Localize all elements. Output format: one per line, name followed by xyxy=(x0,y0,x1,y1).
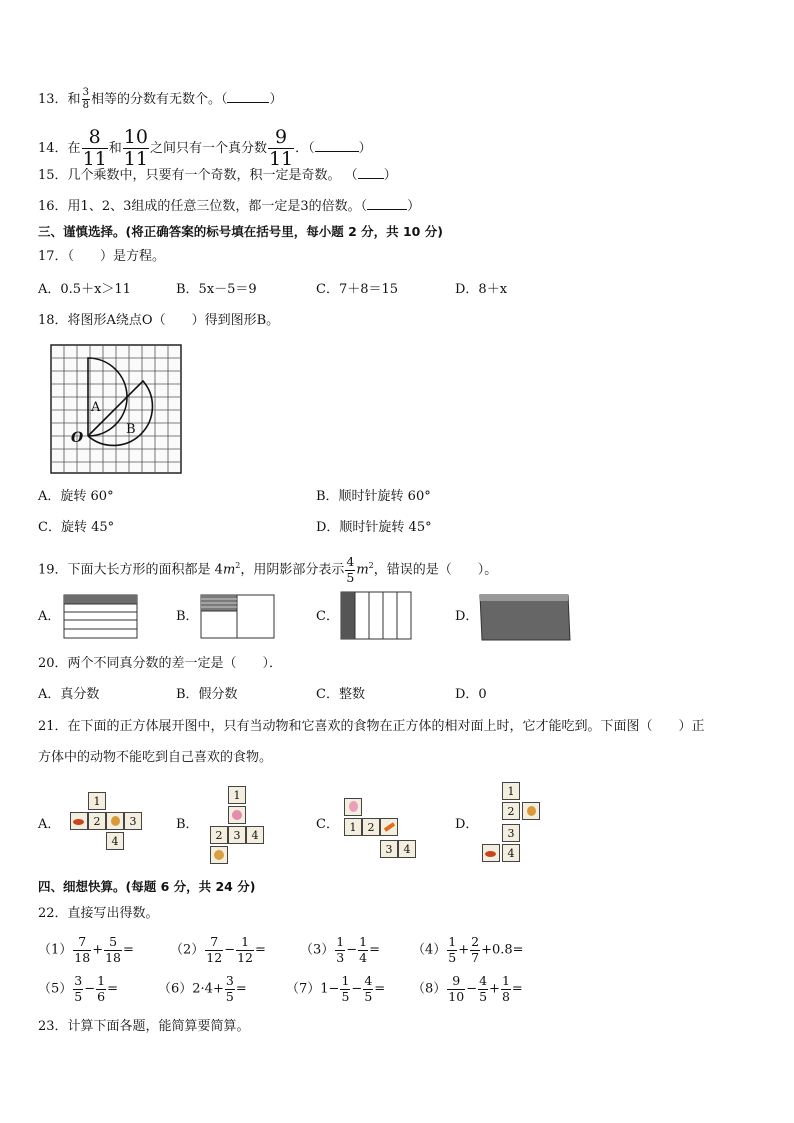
q19-text-post: ，错误的是（ ）。 xyxy=(373,562,498,578)
q21-option-c-label[interactable]: C． xyxy=(316,817,339,832)
q13-fraction-numerator: 3 xyxy=(82,87,89,98)
p2-frac-a xyxy=(205,936,223,964)
p8-op2: + xyxy=(489,981,500,997)
p3-eq: = xyxy=(369,942,380,958)
p4-b-num: 2 xyxy=(471,934,480,949)
q21-net-d[interactable] xyxy=(478,782,550,866)
p3-op: − xyxy=(346,942,358,958)
q19-unit: m xyxy=(222,562,236,578)
q20-option-a[interactable]: A．真分数 xyxy=(38,687,100,702)
q21-option-b-label[interactable]: B． xyxy=(176,817,199,832)
p4-eq: = xyxy=(512,942,524,958)
q19-figure-b[interactable] xyxy=(200,594,276,640)
q22-problem-3 xyxy=(300,936,380,965)
net-c-cell-1: 1 xyxy=(344,818,362,836)
q13-number: 13． xyxy=(38,92,68,107)
p1-a-den: 18 xyxy=(74,949,91,965)
q21-net-c[interactable] xyxy=(340,796,430,860)
net-b-cell-2: 2 xyxy=(210,826,228,844)
q14-text-pre: 在 xyxy=(67,141,81,156)
carrot-icon xyxy=(380,818,398,836)
p4-tail: +0.8 xyxy=(481,942,513,958)
q22-problem-6 xyxy=(158,975,247,1004)
q14-f1-num: 8 xyxy=(82,128,108,149)
q22-problem-7 xyxy=(286,975,385,1004)
q22-problem-4 xyxy=(412,936,524,965)
q19-unit-square: 2 xyxy=(235,561,241,571)
q22-problem-5 xyxy=(38,975,118,1004)
q14-fraction-1 xyxy=(82,128,108,169)
q14-f1-den: 11 xyxy=(82,148,107,170)
q18-option-a[interactable]: A．旋转 60° xyxy=(38,489,114,504)
p7-op: − xyxy=(351,981,363,997)
q15-answer-blank[interactable] xyxy=(358,166,384,179)
q18-grid-svg xyxy=(48,342,184,476)
q14-f2-num: 10 xyxy=(123,126,148,148)
net-d-cell-3: 3 xyxy=(502,824,520,842)
q20-option-b[interactable]: B．假分数 xyxy=(176,687,238,702)
net-c-cell-3: 3 xyxy=(380,840,398,858)
p4-a-den: 5 xyxy=(448,949,457,965)
q21-option-a-label[interactable]: A． xyxy=(38,817,61,832)
p3-b-den: 4 xyxy=(359,949,368,965)
p1-b-den: 18 xyxy=(105,949,121,965)
p1-op: + xyxy=(92,942,104,958)
q19-figure-a[interactable] xyxy=(63,594,139,640)
p7-a-den: 5 xyxy=(341,988,350,1004)
p5-a-den: 5 xyxy=(74,988,83,1004)
p3-a-den: 3 xyxy=(336,949,345,965)
q14-f2-den: 11 xyxy=(123,148,148,170)
p6-frac-a xyxy=(225,975,235,1003)
p8-index: （8） xyxy=(412,981,447,997)
p7-index: （7） xyxy=(286,981,321,997)
q14-number: 14． xyxy=(38,141,68,156)
p6-a-den: 5 xyxy=(225,988,234,1004)
net-d-cell-1: 1 xyxy=(502,782,520,800)
q13-fraction-denominator: 8 xyxy=(82,100,89,111)
p8-frac-b xyxy=(478,975,488,1003)
q19-option-b-label[interactable]: B． xyxy=(176,609,199,624)
net-b-cell-1: 1 xyxy=(228,786,246,804)
net-b-cell-4: 4 xyxy=(246,826,264,844)
q17-option-d[interactable]: D．8＋x xyxy=(455,282,508,297)
q16-close: ） xyxy=(407,199,421,214)
q19-unit-square-2: 2 xyxy=(368,561,374,571)
net-c-cell-4: 4 xyxy=(398,840,416,858)
p7-a-num: 1 xyxy=(341,973,350,988)
q18-option-b[interactable]: B．顺时针旋转 60° xyxy=(316,489,431,504)
net-a-cell-3: 3 xyxy=(124,812,142,830)
q19-option-c-label[interactable]: C． xyxy=(316,609,339,624)
question-18: 18．将图形A绕点O（ ）得到图形B。 xyxy=(38,313,280,328)
q14-f3-den: 11 xyxy=(268,148,294,170)
p5-b-num: 1 xyxy=(97,973,106,988)
q14-fraction-2 xyxy=(123,128,149,169)
p8-c-den: 8 xyxy=(501,988,510,1004)
p1-frac-a xyxy=(73,936,91,964)
fish-icon-d xyxy=(482,844,500,862)
p2-a-den: 12 xyxy=(206,949,223,965)
question-19 xyxy=(38,556,497,584)
q22-problem-2 xyxy=(170,936,266,965)
peach-icon xyxy=(228,806,246,824)
p1-frac-b xyxy=(104,936,122,964)
p1-index: （1） xyxy=(38,942,73,958)
q19-unit-2: m xyxy=(356,562,369,578)
q18-rotation-figure xyxy=(48,342,184,480)
p7-pre: 1− xyxy=(320,981,340,997)
q19-text-pre: 19．下面大长方形的面积都是 4 xyxy=(38,562,223,578)
q21-net-a[interactable] xyxy=(64,792,154,854)
q20-option-c[interactable]: C．整数 xyxy=(316,687,365,702)
section-3-heading: 三、谨慎选择。(将正确答案的标号填在括号里，每小题 2 分，共 10 分) xyxy=(38,224,443,239)
q21-net-b[interactable] xyxy=(204,786,272,868)
p4-b-den: 7 xyxy=(471,949,480,965)
q14-close: ） xyxy=(358,141,372,156)
p8-a-num: 9 xyxy=(447,975,465,990)
p2-frac-b xyxy=(236,936,254,964)
q19-figure-d[interactable] xyxy=(478,592,572,642)
q14-text-post: ．（ xyxy=(295,141,315,156)
p8-a-den: 10 xyxy=(448,988,465,1004)
p5-a-num: 3 xyxy=(74,973,83,988)
monkey-icon xyxy=(210,846,228,864)
q19-option-d-label[interactable]: D． xyxy=(455,609,479,624)
q13-answer-blank[interactable] xyxy=(227,90,269,103)
p3-index: （3） xyxy=(300,942,335,958)
question-15 xyxy=(38,166,397,185)
p8-b-den: 5 xyxy=(479,988,488,1004)
p8-c-num: 1 xyxy=(501,973,510,988)
p2-index: （2） xyxy=(170,942,205,958)
q18-option-d[interactable]: D．顺时针旋转 45° xyxy=(316,520,432,535)
question-16 xyxy=(38,197,420,216)
q17-option-b[interactable]: B．5x－5＝9 xyxy=(176,282,257,297)
p8-frac-a xyxy=(447,975,465,1003)
p2-eq: = xyxy=(255,942,266,958)
net-b-cell-3: 3 xyxy=(228,826,246,844)
net-a-cell-4: 4 xyxy=(106,832,124,850)
question-13 xyxy=(38,88,282,111)
p2-b-den: 12 xyxy=(237,949,253,965)
q13-close: ） xyxy=(269,92,283,107)
q18-label-o: O xyxy=(71,430,84,446)
p4-op: + xyxy=(458,942,470,958)
p5-frac-a xyxy=(73,975,83,1003)
section-4-heading: 四、细想快算。(每题 6 分，共 24 分) xyxy=(38,879,256,894)
p8-b-num: 4 xyxy=(479,973,488,988)
q14-text-mid: 和 xyxy=(108,141,122,156)
q17-option-c[interactable]: C．7＋8＝15 xyxy=(316,282,399,297)
net-d-cell-2: 2 xyxy=(502,802,520,820)
question-17: 17．（ ）是方程。 xyxy=(38,249,166,264)
q19-fraction-den: 5 xyxy=(346,569,355,585)
p5-eq: = xyxy=(107,981,118,997)
p1-a-num: 7 xyxy=(73,936,91,951)
p4-index: （4） xyxy=(412,942,447,958)
q15-text: 15．几个乘数中，只要有一个奇数，积一定是奇数。 （ xyxy=(38,168,358,183)
p3-frac-b xyxy=(358,936,368,964)
q16-answer-blank[interactable] xyxy=(367,197,407,210)
p7-frac-a xyxy=(340,975,350,1003)
q18-option-c[interactable]: C．旋转 45° xyxy=(38,520,115,535)
p8-frac-c xyxy=(501,975,511,1003)
p6-index: （6） xyxy=(158,981,193,997)
p7-b-den: 5 xyxy=(364,988,373,1004)
q19-option-a-label[interactable]: A． xyxy=(38,609,61,624)
cat-icon-d xyxy=(522,802,540,820)
fish-icon xyxy=(70,812,88,830)
rabbit-icon xyxy=(344,798,362,816)
p8-eq: = xyxy=(511,981,523,997)
p7-b-num: 4 xyxy=(364,973,373,988)
q13-text-post: 相等的分数有无数个。（ xyxy=(90,92,228,107)
p1-eq: = xyxy=(123,942,134,958)
q22-problem-8 xyxy=(412,975,523,1004)
p5-b-den: 6 xyxy=(97,988,106,1004)
p6-eq: = xyxy=(235,981,247,997)
q14-text-mid2: 之间只有一个真分数 xyxy=(149,141,267,156)
p2-b-num: 1 xyxy=(236,936,254,951)
q14-answer-blank[interactable] xyxy=(315,139,359,152)
question-21-line-2: 方体中的动物不能吃到自己喜欢的食物。 xyxy=(38,750,273,765)
p5-op: − xyxy=(84,981,96,997)
p2-a-num: 7 xyxy=(205,936,223,951)
q13-fraction xyxy=(82,88,90,111)
p7-eq: = xyxy=(374,981,386,997)
q19-fraction xyxy=(345,556,355,584)
p3-b-num: 1 xyxy=(359,934,368,949)
p4-frac-a xyxy=(447,936,457,964)
p3-a-num: 1 xyxy=(336,934,345,949)
q19-text-mid: ，用阴影部分表示 xyxy=(240,562,345,578)
q18-label-b: B xyxy=(126,422,136,437)
p4-a-num: 1 xyxy=(448,934,457,949)
q20-option-d[interactable]: D．0 xyxy=(455,687,487,702)
net-d-cell-4: 4 xyxy=(502,844,520,862)
net-a-cell-1: 1 xyxy=(88,792,106,810)
q22-problem-1 xyxy=(38,936,134,965)
p8-op: − xyxy=(466,981,478,997)
q15-close: ） xyxy=(383,168,397,183)
question-21-line-1: 21．在下面的正方体展开图中，只有当动物和它喜欢的食物在正方体的相对面上时，它才能吃到。下面图（ ）正 xyxy=(38,719,705,734)
p1-b-num: 5 xyxy=(104,936,122,951)
cat-icon xyxy=(106,812,124,830)
question-14 xyxy=(38,128,372,169)
q16-text: 16．用1、2、3组成的任意三位数，都一定是3的倍数。（ xyxy=(38,199,368,214)
q21-option-d-label[interactable]: D． xyxy=(455,817,479,832)
p5-frac-b xyxy=(96,975,106,1003)
question-22: 22．直接写出得数。 xyxy=(38,906,159,921)
q17-option-a[interactable]: A．0.5＋x＞11 xyxy=(38,282,131,297)
q13-text-pre: 和 xyxy=(67,92,81,107)
q18-label-a: A xyxy=(91,400,101,415)
p6-pre: 2·4+ xyxy=(192,981,224,997)
net-a-cell-2: 2 xyxy=(88,812,106,830)
q14-f3-num: 9 xyxy=(268,128,294,149)
q14-fraction-3 xyxy=(268,128,294,169)
p7-frac-b xyxy=(363,975,373,1003)
p3-frac-a xyxy=(335,936,345,964)
q19-figure-c[interactable] xyxy=(340,591,414,641)
question-20: 20．两个不同真分数的差一定是（ ）． xyxy=(38,656,283,671)
question-23: 23．计算下面各题，能简算要简算。 xyxy=(38,1019,250,1034)
p4-frac-b xyxy=(470,936,480,964)
p6-a-num: 3 xyxy=(225,973,234,988)
net-c-cell-2: 2 xyxy=(362,818,380,836)
p5-index: （5） xyxy=(38,981,73,997)
q19-fraction-num: 4 xyxy=(346,554,355,569)
p2-op: − xyxy=(224,942,236,958)
